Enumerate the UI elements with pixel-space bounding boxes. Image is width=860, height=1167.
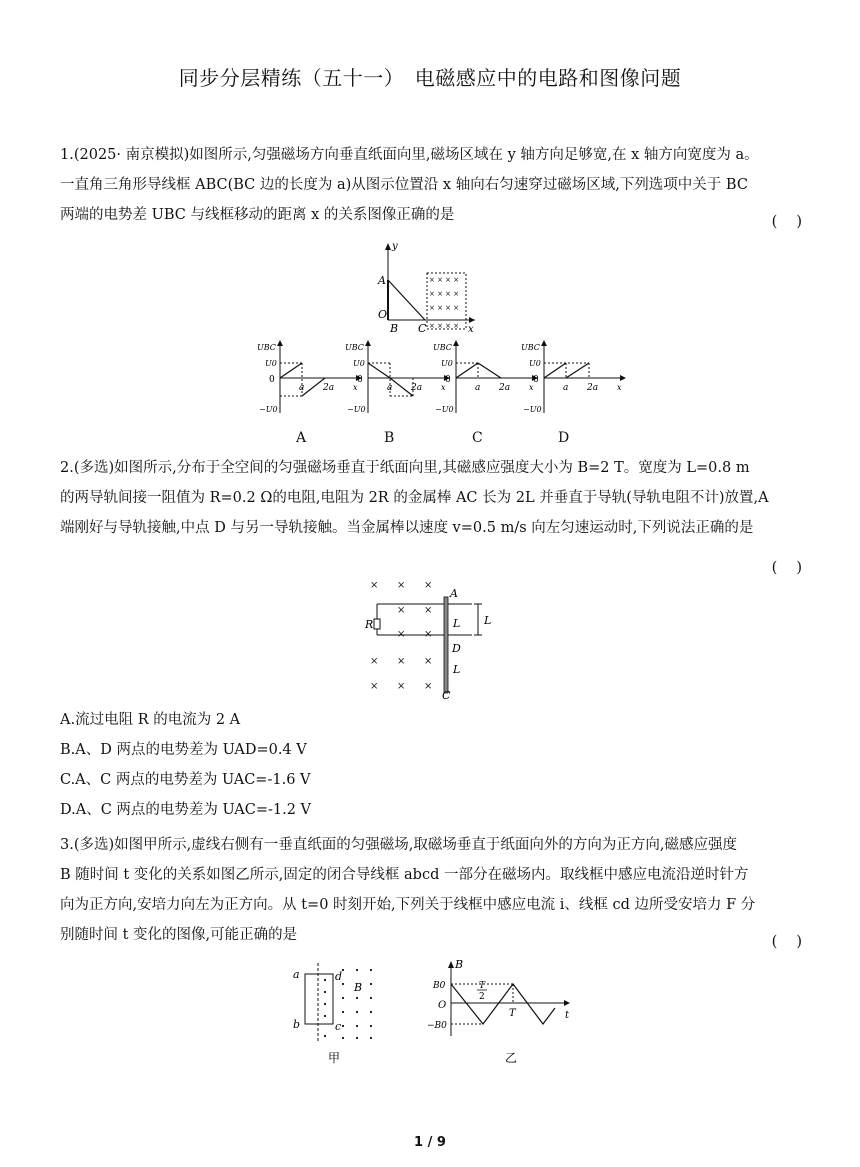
svg-text:2a: 2a — [411, 383, 423, 393]
svg-text:−U0: −U0 — [435, 405, 454, 414]
svg-text:U0: U0 — [265, 359, 277, 368]
q1-label-A: A — [378, 274, 386, 287]
q1-label-y: y — [392, 241, 398, 252]
q2-line3: 端刚好与导轨接触,中点 D 与另一导轨接触。当金属棒以速度 v=0.5 m/s 向左匀速运动时,下列说法正确的是 — [60, 520, 754, 536]
svg-text:a: a — [299, 383, 305, 393]
q3-label-d: d — [335, 970, 343, 983]
svg-text:0: 0 — [445, 375, 451, 385]
q2-answer-bracket: ( ) — [771, 560, 802, 576]
q2-line1: 2.(多选)如图所示,分布于全空间的匀强磁场垂直于纸面向里,其磁感应强度大小为 B=2 T。宽度为 L=0.8 m — [60, 460, 750, 476]
q2-label-D: D — [452, 642, 461, 655]
q3-figure-yi — [425, 958, 575, 1068]
svg-text:0: 0 — [533, 375, 539, 385]
svg-text:0: 0 — [269, 375, 275, 385]
svg-text:×: × — [424, 580, 433, 591]
q3-line2: B 随时间 t 变化的关系如图乙所示,固定的闭合导线框 abcd 一部分在磁场内。取线框中感应电流沿逆时针方 — [60, 867, 749, 883]
q1-option-graphs — [255, 338, 805, 420]
svg-text:×: × — [424, 629, 433, 640]
svg-text:a: a — [563, 383, 569, 393]
svg-text:a: a — [475, 383, 481, 393]
q1-option-D-label: D — [558, 430, 570, 446]
q1-line2: 一直角三角形导线框 ABC(BC 边的长度为 a)从图示位置沿 x 轴向右匀速穿过磁场区域,下列选项中关于 BC — [60, 177, 748, 193]
q1-label-O: O — [378, 308, 388, 321]
svg-text:UBC: UBC — [257, 343, 276, 352]
q3-yi-label-T2-den: 2 — [479, 992, 485, 1002]
svg-text:UBC: UBC — [433, 343, 452, 352]
svg-text:2a: 2a — [499, 383, 511, 393]
q1-line1: 1.(2025· 南京模拟)如图所示,匀强磁场方向垂直纸面向里,磁场区域在 y 轴方向足够宽,在 x 轴方向宽度为 a。 — [60, 147, 759, 163]
svg-text:x: x — [353, 383, 358, 392]
q3-line3: 向为正方向,安培力向左为正方向。从 t=0 时刻开始,下列关于线框中感应电流 i、线框 cd 边所受安培力 F 分 — [60, 897, 756, 913]
svg-text:× × × ×: × × × × — [429, 322, 460, 330]
q1-label-C: C — [418, 322, 427, 335]
svg-text:U0: U0 — [441, 359, 453, 368]
svg-text:UBC: UBC — [521, 343, 540, 352]
q2-option-b: B.A、D 两点的电势差为 UAD=0.4 V — [60, 742, 307, 758]
svg-text:−U0: −U0 — [347, 405, 366, 414]
q3-label-b: b — [293, 1018, 301, 1031]
q3-figure-jia — [285, 958, 380, 1068]
q1-line3: 两端的电势差 UBC 与线框移动的距离 x 的关系图像正确的是 — [60, 207, 455, 223]
q3-caption-jia: 甲 — [328, 1051, 341, 1065]
q1-stem — [60, 140, 802, 230]
svg-text:0: 0 — [357, 375, 363, 385]
q2-option-d: D.A、C 两点的电势差为 UAC=-1.2 V — [60, 802, 312, 818]
svg-text:×: × — [397, 629, 406, 640]
page-title: 同步分层精练（五十一） 电磁感应中的电路和图像问题 — [178, 66, 682, 90]
q1-option-A-label: A — [296, 430, 307, 446]
page-number: 1 / 9 — [414, 1135, 446, 1150]
q3-yi-label-t: t — [565, 1010, 570, 1021]
svg-text:× × × ×: × × × × — [429, 304, 460, 312]
q3-label-c: c — [335, 1020, 342, 1033]
q2-option-a: A.流过电阻 R 的电流为 2 A — [60, 712, 241, 728]
q2-label-L3: L — [453, 663, 461, 676]
q2-option-c: C.A、C 两点的电势差为 UAC=-1.6 V — [60, 772, 311, 788]
q3-caption-yi: 乙 — [505, 1051, 518, 1065]
svg-text:×: × — [370, 580, 379, 591]
svg-text:a: a — [387, 383, 393, 393]
svg-text:2a: 2a — [323, 383, 335, 393]
svg-text:x: x — [617, 383, 622, 392]
q1-answer-bracket: ( ) — [771, 214, 802, 230]
q3-yi-label-negB0: −B0 — [427, 1021, 447, 1031]
svg-text:−U0: −U0 — [523, 405, 542, 414]
q2-stem — [60, 453, 802, 543]
svg-text:×: × — [424, 681, 433, 692]
q3-yi-label-B: B — [455, 958, 464, 971]
q2-label-L1: L — [453, 617, 461, 630]
q1-option-C-label: C — [472, 430, 483, 446]
svg-text:×: × — [424, 656, 433, 667]
svg-text:U0: U0 — [529, 359, 541, 368]
svg-text:×: × — [370, 681, 379, 692]
q2-label-C: C — [442, 689, 451, 700]
q1-option-B-label: B — [384, 430, 395, 446]
q2-label-L2: L — [484, 614, 492, 627]
q2-label-R: R — [365, 618, 374, 631]
svg-text:×: × — [370, 656, 379, 667]
svg-text:×: × — [397, 605, 406, 616]
svg-text:× × × ×: × × × × — [429, 276, 460, 284]
q3-yi-label-T: T — [509, 1008, 516, 1019]
svg-text:×: × — [424, 605, 433, 616]
q3-yi-label-O: O — [438, 1000, 447, 1011]
svg-text:×: × — [397, 656, 406, 667]
q3-label-a: a — [293, 968, 300, 981]
q3-line4: 别随时间 t 变化的图像,可能正确的是 — [60, 927, 298, 943]
q1-label-x: x — [468, 324, 474, 335]
q3-line1: 3.(多选)如图甲所示,虚线右侧有一垂直纸面的匀强磁场,取磁场垂直于纸面向外的方向为正方向,磁感应强度 — [60, 837, 737, 853]
q1-graph-D — [521, 340, 626, 414]
q3-stem — [60, 830, 802, 950]
q2-rail-figure — [360, 575, 500, 700]
svg-text:UBC: UBC — [345, 343, 364, 352]
q3-label-B: B — [354, 981, 363, 994]
q3-answer-bracket: ( ) — [771, 934, 802, 950]
svg-text:×: × — [397, 681, 406, 692]
q3-yi-label-B0: B0 — [433, 981, 446, 991]
q1-triangle-figure — [370, 240, 480, 335]
svg-text:−U0: −U0 — [259, 405, 278, 414]
svg-text:2a: 2a — [587, 383, 599, 393]
svg-text:× × × ×: × × × × — [429, 290, 460, 298]
svg-text:x: x — [529, 383, 534, 392]
q3-yi-label-T2-num: T — [479, 981, 486, 991]
q2-line2: 的两导轨间接一阻值为 R=0.2 Ω的电阻,电阻为 2R 的金属棒 AC 长为 2L 并垂直于导轨(导轨电阻不计)放置,A — [60, 490, 769, 506]
svg-text:x: x — [441, 383, 446, 392]
q1-label-B: B — [390, 322, 399, 335]
svg-text:×: × — [397, 580, 406, 591]
q2-label-A: A — [450, 587, 458, 600]
svg-text:U0: U0 — [353, 359, 365, 368]
